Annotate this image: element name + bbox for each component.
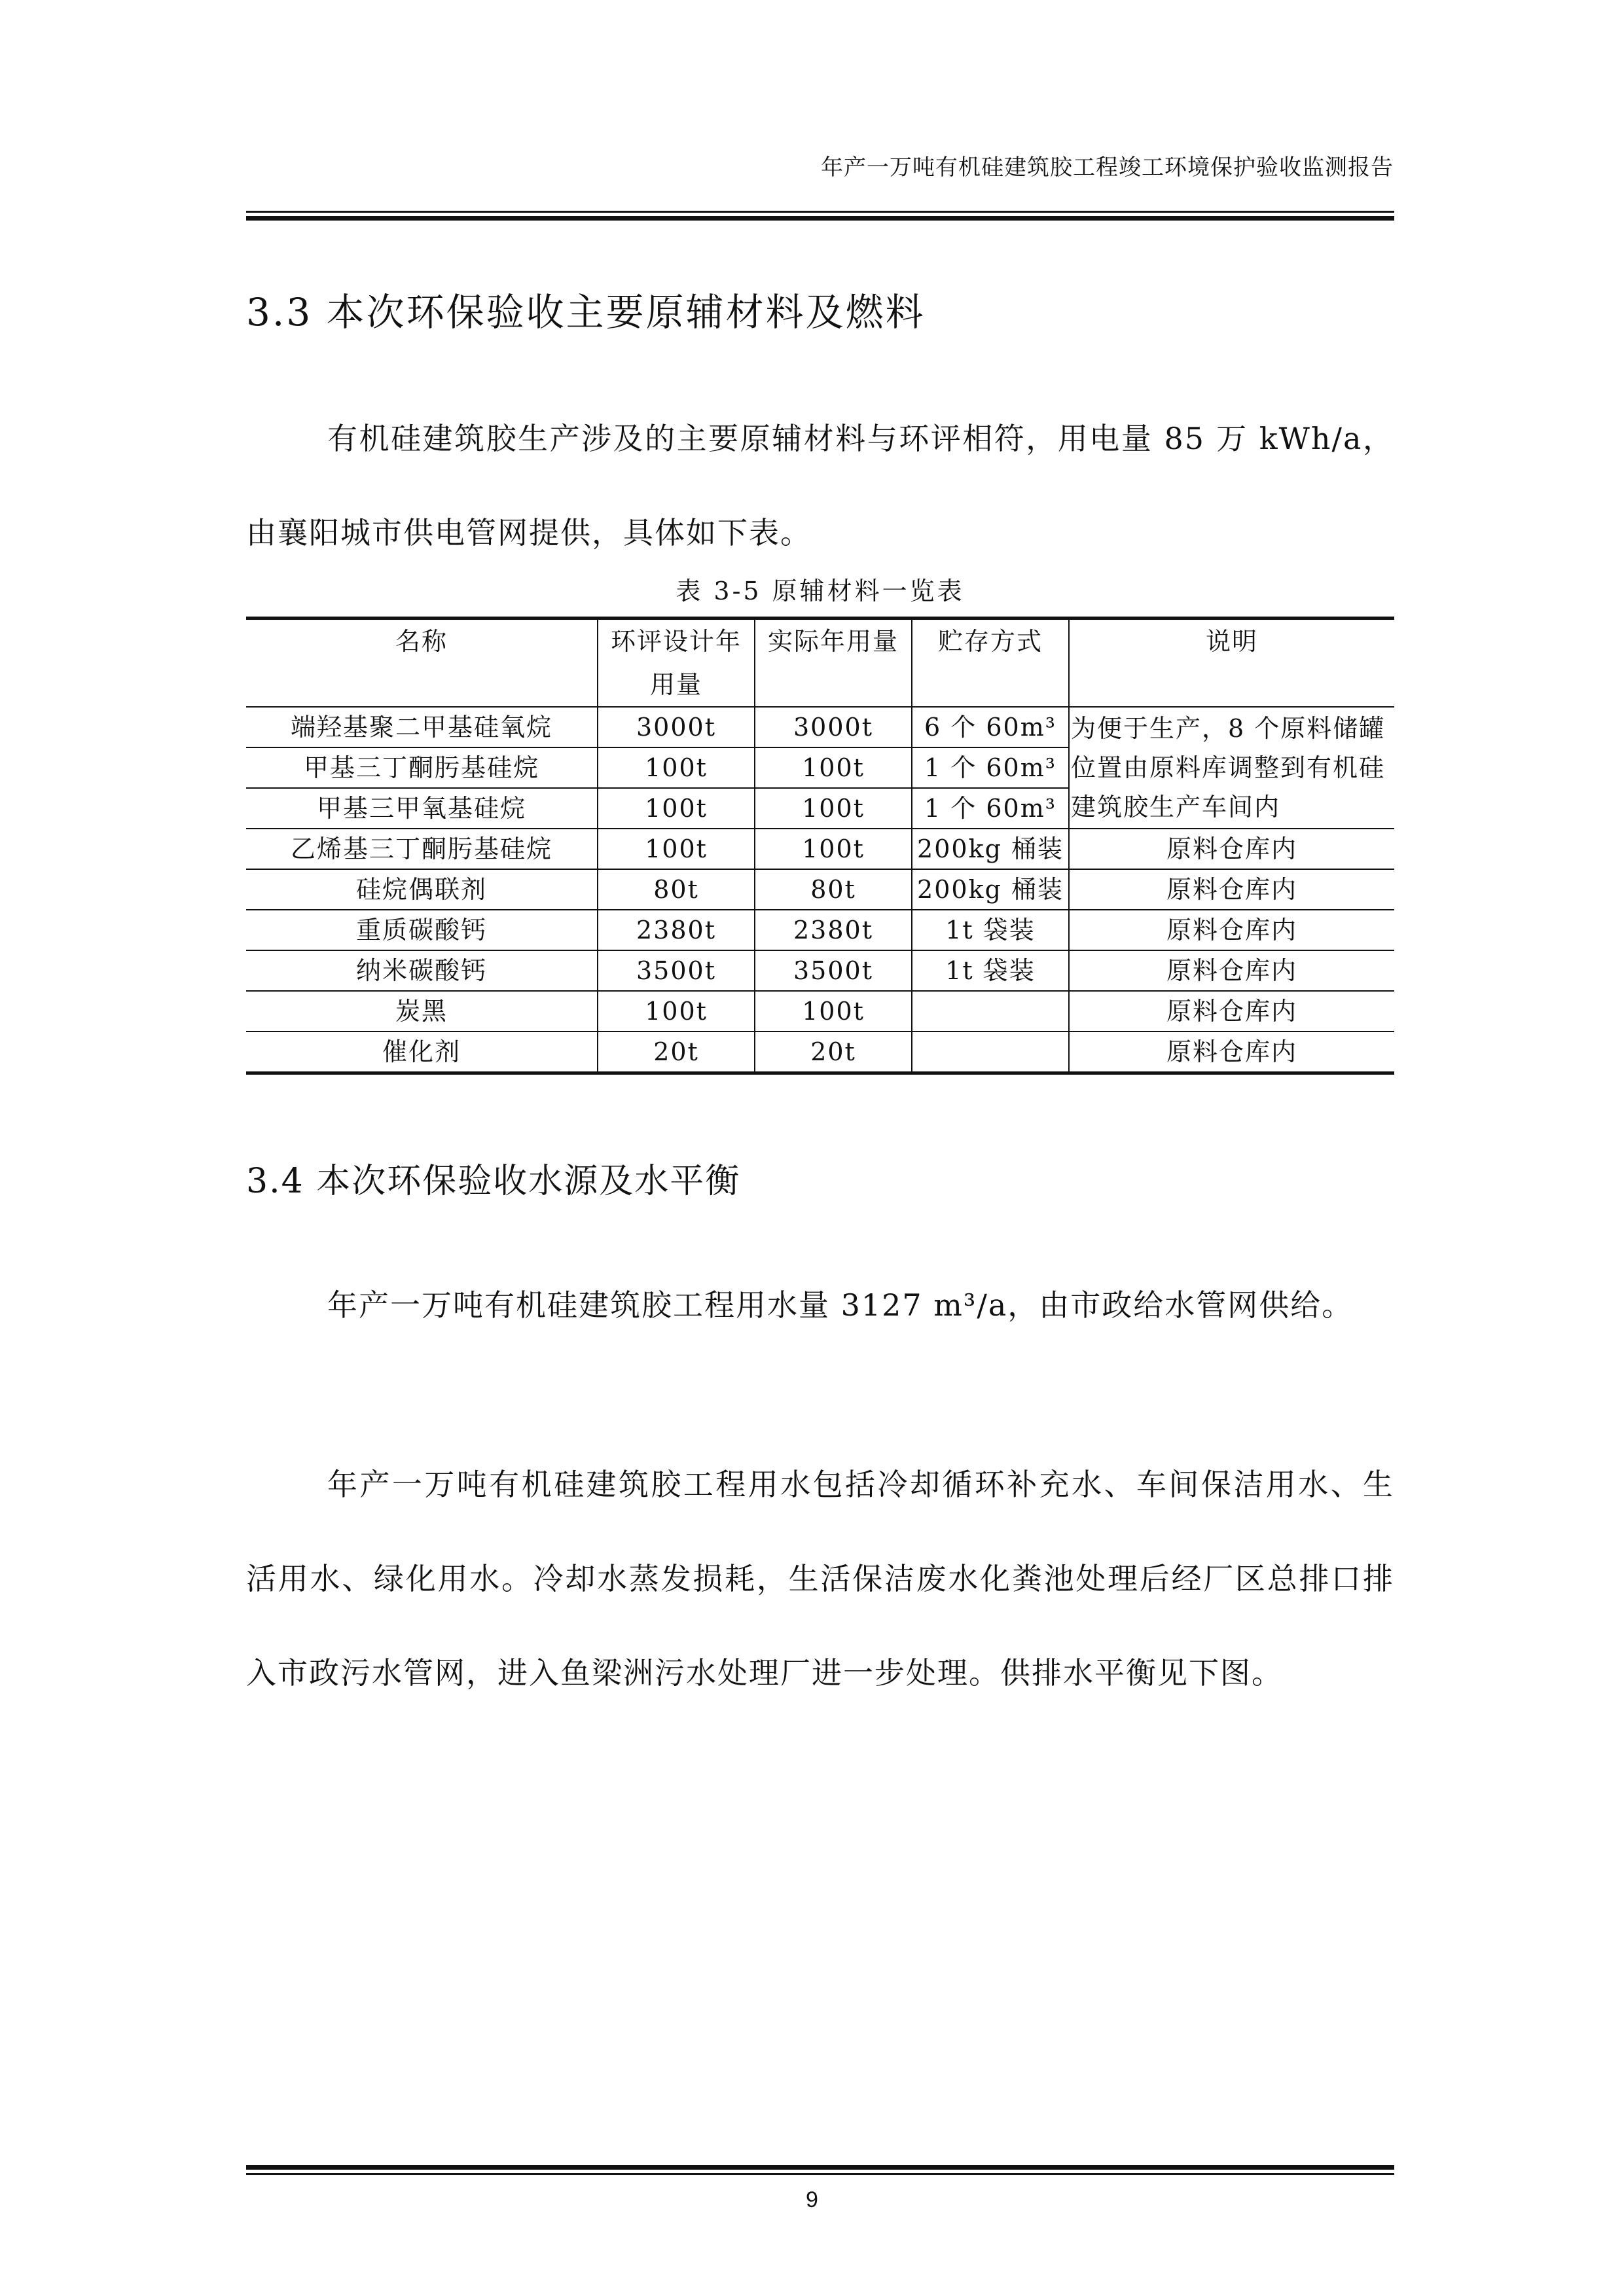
- cell-note: 原料仓库内: [1069, 869, 1394, 910]
- col-header-storage: 贮存方式: [912, 619, 1069, 708]
- section-3-3-paragraph: 有机硅建筑胶生产涉及的主要原辅材料与环评相符，用电量 85 万 kWh/a，由襄阳城市供电管网提供，具体如下表。: [246, 421, 1394, 550]
- cell-storage: 6 个 60m³: [912, 707, 1069, 747]
- section-3-3-heading: 3.3 本次环保验收主要原辅材料及燃料: [246, 290, 926, 334]
- cell-name: 端羟基聚二甲基硅氧烷: [246, 707, 598, 747]
- table-header-row: [246, 619, 1394, 708]
- cell-design: 100t: [598, 829, 755, 869]
- cell-actual: 100t: [755, 747, 912, 788]
- cell-design: 20t: [598, 1031, 755, 1073]
- section-3-4-paragraph-1: 年产一万吨有机硅建筑胶工程用水量 3127 m³/a，由市政给水管网供给。: [327, 1287, 1354, 1323]
- table-row: [246, 869, 1394, 910]
- cell-name: 甲基三丁酮肟基硅烷: [246, 747, 598, 788]
- cell-storage: 1 个 60m³: [912, 788, 1069, 829]
- footer-rule-thick: [246, 2165, 1394, 2170]
- cell-merged-note: 为便于生产，8 个原料储罐位置由原料库调整到有机硅建筑胶生产车间内: [1069, 707, 1394, 829]
- cell-note: 原料仓库内: [1069, 1031, 1394, 1073]
- cell-storage: 1 个 60m³: [912, 747, 1069, 788]
- cell-storage: 1t 袋装: [912, 910, 1069, 950]
- cell-storage: 200kg 桶装: [912, 829, 1069, 869]
- cell-actual: 3000t: [755, 707, 912, 747]
- cell-design: 3500t: [598, 950, 755, 991]
- cell-design: 2380t: [598, 910, 755, 950]
- cell-storage: 200kg 桶装: [912, 869, 1069, 910]
- cell-name: 乙烯基三丁酮肟基硅烷: [246, 829, 598, 869]
- cell-name: 炭黑: [246, 991, 598, 1031]
- cell-name: 硅烷偶联剂: [246, 869, 598, 910]
- cell-note: 原料仓库内: [1069, 950, 1394, 991]
- cell-design: 3000t: [598, 707, 755, 747]
- table-row: [246, 991, 1394, 1031]
- col-header-actual-usage: 实际年用量: [755, 619, 912, 708]
- cell-note: 原料仓库内: [1069, 910, 1394, 950]
- header-rule-thick: [246, 216, 1394, 221]
- col-header-name: 名称: [246, 619, 598, 708]
- cell-name: 纳米碳酸钙: [246, 950, 598, 991]
- table-row: [246, 910, 1394, 950]
- cell-name: 甲基三甲氧基硅烷: [246, 788, 598, 829]
- col-header-design-usage: 环评设计年用量: [598, 619, 755, 708]
- header-rule-thin: [246, 211, 1394, 213]
- cell-note: 原料仓库内: [1069, 991, 1394, 1031]
- materials-table: [246, 617, 1394, 1075]
- cell-name: 催化剂: [246, 1031, 598, 1073]
- footer-rule-thin: [246, 2173, 1394, 2175]
- cell-actual: 3500t: [755, 950, 912, 991]
- table-row: [246, 707, 1394, 747]
- section-3-4-heading: 3.4 本次环保验收水源及水平衡: [246, 1162, 741, 1201]
- table-row: [246, 829, 1394, 869]
- cell-storage: [912, 1031, 1069, 1073]
- table-row: [246, 1031, 1394, 1073]
- cell-actual: 100t: [755, 829, 912, 869]
- cell-design: 80t: [598, 869, 755, 910]
- table-row: [246, 950, 1394, 991]
- col-header-note: 说明: [1069, 619, 1394, 708]
- cell-storage: 1t 袋装: [912, 950, 1069, 991]
- cell-actual: 2380t: [755, 910, 912, 950]
- cell-name: 重质碳酸钙: [246, 910, 598, 950]
- cell-actual: 80t: [755, 869, 912, 910]
- cell-actual: 100t: [755, 788, 912, 829]
- cell-note: 原料仓库内: [1069, 829, 1394, 869]
- cell-design: 100t: [598, 747, 755, 788]
- cell-actual: 100t: [755, 991, 912, 1031]
- page-number: 9: [806, 2187, 818, 2212]
- cell-design: 100t: [598, 991, 755, 1031]
- table-caption: 表 3-5 原辅材料一览表: [676, 577, 965, 605]
- cell-actual: 20t: [755, 1031, 912, 1073]
- cell-design: 100t: [598, 788, 755, 829]
- section-3-4-paragraph-2: 年产一万吨有机硅建筑胶工程用水包括冷却循环补充水、车间保洁用水、生活用水、绿化用水。冷却水蒸发损耗，生活保洁废水化粪池处理后经厂区总排口排入市政污水管网，进入鱼梁洲污水处理厂进一步处理。供排水平衡见下图。: [246, 1467, 1394, 1691]
- running-header: 年产一万吨有机硅建筑胶工程竣工环境保护验收监测报告: [821, 154, 1394, 181]
- cell-storage: [912, 991, 1069, 1031]
